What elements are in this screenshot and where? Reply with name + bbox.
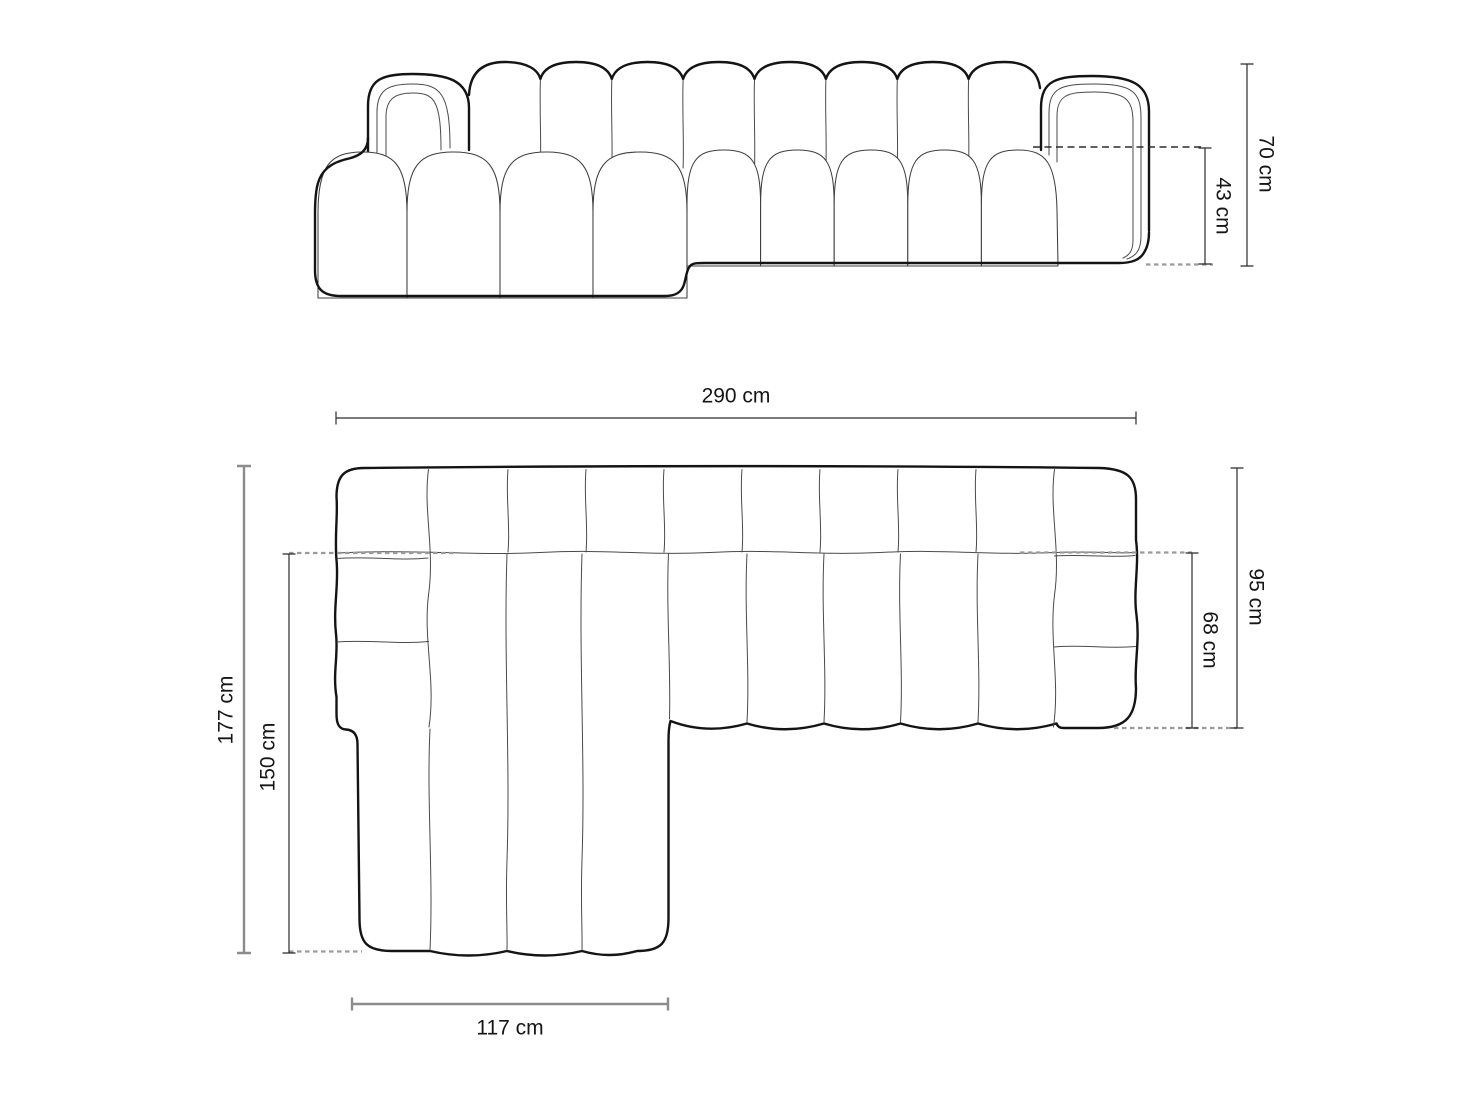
front-view [315,62,1278,298]
seat-cushion [981,150,1058,266]
total-width-dimension-line [336,412,1136,425]
total-depth-label: 95 cm [1244,568,1268,626]
total-depth-dimension-line [1231,468,1244,728]
seat-cushion [761,150,835,266]
chaise-usable-length-label: 150 cm [256,722,280,792]
front-right-armrest-inner-seam-1 [1049,84,1141,259]
front-left-armrest-outline [368,74,469,162]
top-view-silhouette [335,466,1138,955]
dimension-chaise-width [352,998,668,1040]
dimension-total-width [336,385,1136,425]
dimension-seat-depth [1186,553,1222,728]
dimension-seat-height [1199,148,1235,264]
chaise-width-dimension-line [352,998,668,1011]
dimension-chaise-total-length [215,466,252,953]
seat-cushion [687,150,761,266]
front-back-cushion-seams [540,80,969,168]
seat-cushion [908,150,982,266]
top-view [215,385,1268,1040]
front-seat-cushions [318,150,1058,298]
chaise-total-length-label: 177 cm [214,675,238,745]
chaise-seat-cushion [500,152,593,298]
front-right-armrest-inner-seam-2 [1057,92,1133,258]
front-left-armrest-inner-seam-1 [377,84,450,160]
seat-depth-dimension-line [1186,553,1199,728]
chaise-seat-cushion [318,152,407,298]
seat-depth-label: 68 cm [1198,611,1222,669]
seat-height-dimension-line [1199,148,1212,264]
total-height-dimension-line [1241,64,1254,266]
total-width-label: 290 cm [701,384,771,408]
dimension-total-height [1241,64,1278,266]
dimension-chaise-usable-length [257,554,296,953]
front-left-armrest-inner-seam-2 [386,93,441,163]
seat-cushion [834,150,908,266]
seat-height-label: 43 cm [1211,177,1235,235]
chaise-seat-cushion [407,152,500,298]
chaise-usable-length-dimension-line [283,554,296,953]
chaise-seat-cushion [593,152,687,298]
chaise-total-length-dimension-line [237,466,251,953]
dimension-total-depth [1231,468,1268,728]
total-height-label: 70 cm [1254,135,1278,193]
chaise-width-label: 117 cm [476,1016,544,1040]
